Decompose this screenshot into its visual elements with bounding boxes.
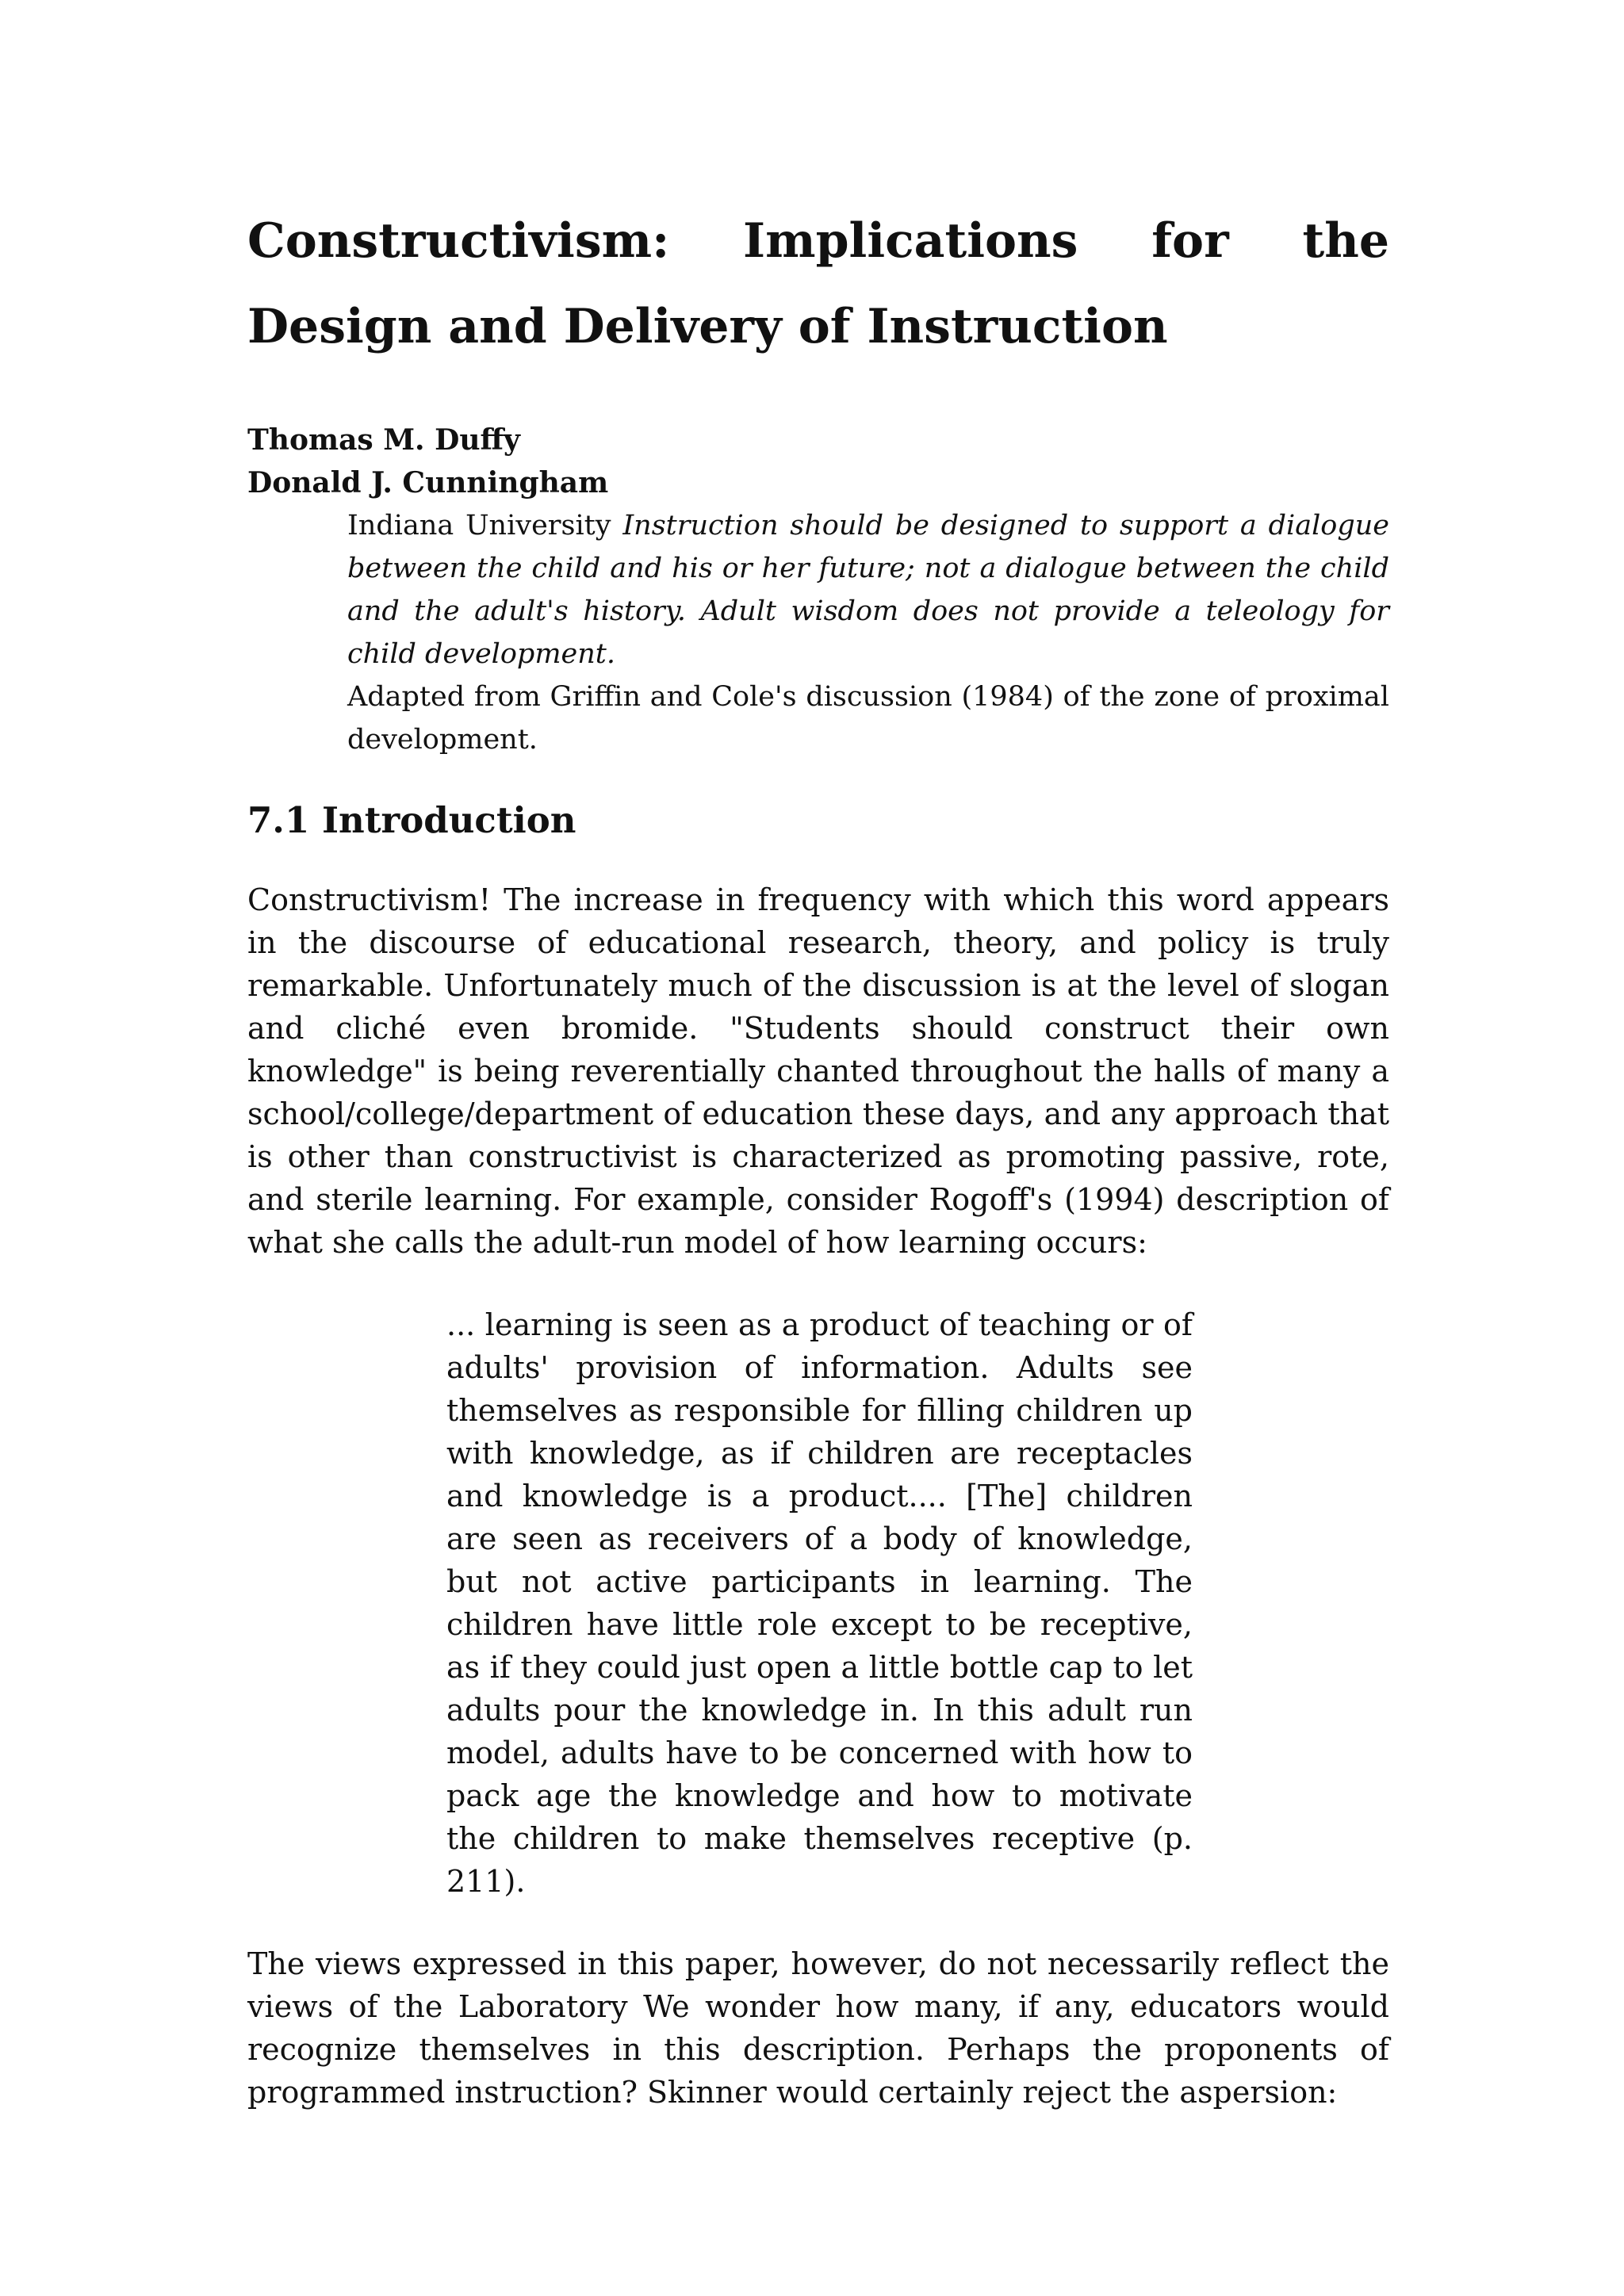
author-name: Donald J. Cunningham [247,466,609,499]
body-paragraph: The views expressed in this paper, however, do not necessarily reflect the views of the Laboratory We wonder how many, if any, educators would recognize themselves in this description. Perhaps the proponents of programmed instruction? Skinner would certainly reject the aspersion: [247,1946,1389,2110]
document-page [247,198,1389,2114]
author-name: Thomas M. Duffy [247,423,520,457]
paper-title: Constructivism: Implications for the Design and Delivery of Instruction [247,213,1389,354]
epigraph: Instruction should be designed to support a dialogue between the child and his or her future; not a dialogue between the child and the adult's history. Adult wisdom does not provide a teleology for child development. [347,510,1389,670]
intro-paragraph: Constructivism! The increase in frequency with which this word appears in the discourse of educational research, theory, and policy is truly remarkable. Unfortunately much of the discussion is at the level of slogan and cliché even bromide. "Students should construct their own knowledge" is being reverentially chanted throughout the halls of many a school/college/department of education these days, and any approach that is other than constructivist is characterized as promoting passive, rote, and sterile learning. For example, consider Rogoff's (1994) description of what she calls the adult-run model of how learning occurs: [247,882,1389,1260]
section-heading: 7.1 Introduction [247,799,576,841]
affiliation-and-epigraph [347,504,1389,761]
affiliation: Indiana University [347,510,611,541]
block-quote: ... learning is seen as a product of teaching or of adults' provision of information. Adults see themselves as responsible for filling children up with knowledge, as if children are receptacles and knowledge is a product.... [The] children are seen as receivers of a body of knowledge, but not active participants in learning. The children have little role except to be receptive, as if they could just open a little bottle cap to let adults pour the knowledge in. In this adult run model, adults have to be concerned with how to pack age the knowledge and how to motivate the children to make themselves receptive (p. 211). [446,1307,1193,1899]
epigraph-attribution: Adapted from Griffin and Cole's discussion (1984) of the zone of proximal development. [347,681,1389,756]
author-list [247,419,1389,504]
affiliation-epigraph-line [347,504,1389,675]
